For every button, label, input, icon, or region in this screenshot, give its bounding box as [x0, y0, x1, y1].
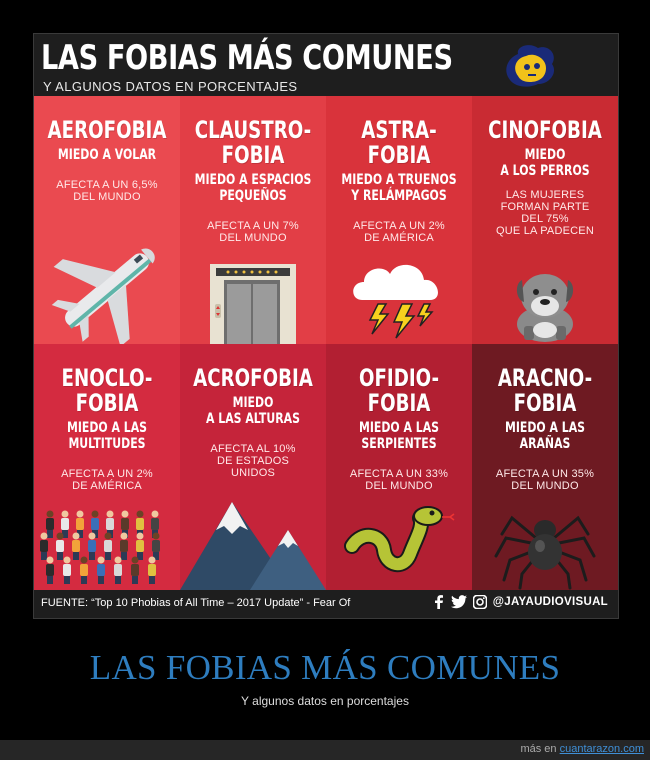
phobia-meaning: MIEDO A LAS MULTITUDES: [66, 420, 148, 452]
person-figure: [114, 557, 122, 585]
person-figure: [152, 533, 160, 561]
phobia-name: AEROFOBIA: [47, 116, 167, 144]
person-figure: [131, 557, 139, 585]
person-figure: [80, 557, 88, 585]
phobia-card-cinofobia: [472, 96, 618, 344]
elevator-icon: [180, 262, 326, 344]
phobia-stat: AFECTA A UN 2% DE AMÉRICA: [353, 220, 445, 244]
infographic-poster: [33, 33, 619, 619]
twitter-icon[interactable]: [451, 595, 467, 609]
source-credit: FUENTE: “Top 10 Phobias of All Time – 2017 Update” - Fear Of: [41, 597, 351, 609]
more-at-text: [520, 743, 644, 755]
person-figure: [104, 533, 112, 561]
person-figure: [46, 511, 54, 539]
person-figure: [40, 533, 48, 561]
person-figure: [120, 533, 128, 561]
phobia-card-enoclofobia: [34, 344, 180, 590]
phobia-card-astrafobia: [326, 96, 472, 344]
poster-title: LAS FOBIAS MÁS COMUNES: [41, 38, 453, 78]
phobia-stat: AFECTA A UN 2% DE AMÉRICA: [61, 468, 153, 492]
social-links: [432, 595, 608, 609]
phobia-meaning: MIEDO A LAS ALTURAS: [206, 395, 300, 427]
person-figure: [46, 557, 54, 585]
poster-footer: [34, 590, 618, 618]
dog-icon: [472, 262, 618, 344]
instagram-icon[interactable]: [473, 595, 487, 609]
phobia-meaning: MIEDO A TRUENOS Y RELÁMPAGOS: [341, 172, 457, 204]
phobia-stat: AFECTA A UN 33% DEL MUNDO: [349, 468, 449, 492]
snake-icon: [326, 500, 472, 590]
phobia-name: OFIDIO- FOBIA: [358, 364, 440, 417]
phobia-meaning: MIEDO A LOS PERROS: [500, 147, 590, 179]
phobia-card-aracnofobia: [472, 344, 618, 590]
phobia-name: ACROFOBIA: [193, 364, 313, 392]
phobia-meaning: MIEDO A LAS SERPIENTES: [358, 420, 440, 452]
phobia-stat: AFECTA AL 10% DE ESTADOS UNIDOS: [210, 443, 296, 479]
person-figure: [88, 533, 96, 561]
phobia-card-ofidiofobia: [326, 344, 472, 590]
phobia-stat: AFECTA A UN 7% DEL MUNDO: [207, 220, 299, 244]
poster-subtitle: Y ALGUNOS DATOS EN PORCENTAJES: [43, 79, 298, 94]
caption-title: LAS FOBIAS MÁS COMUNES: [89, 648, 561, 687]
more-at-prefix: más en: [520, 743, 557, 755]
phobia-meaning: MIEDO A LAS ARAÑAS: [504, 420, 586, 452]
phobia-name: ENOCLO- FOBIA: [61, 364, 153, 417]
phobia-stat: LAS MUJERES FORMAN PARTE DEL 75% QUE LA PADECEN: [496, 189, 594, 237]
storm-cloud-icon: [326, 248, 472, 344]
phobia-card-claustrofobia: [180, 96, 326, 344]
person-figure: [148, 557, 156, 585]
flaming-skull-logo-icon: [500, 40, 560, 90]
crowd-icon: [34, 502, 180, 590]
airplane-icon: [34, 232, 180, 344]
phobia-name: ASTRA- FOBIA: [361, 116, 437, 169]
phobia-stat: AFECTA A UN 35% DEL MUNDO: [495, 468, 595, 492]
phobia-name: CLAUSTRO- FOBIA: [194, 116, 312, 169]
mountains-icon: [180, 480, 326, 590]
person-figure: [97, 557, 105, 585]
social-handle[interactable]: @JAYAUDIOVISUAL: [492, 596, 608, 608]
facebook-icon[interactable]: [432, 595, 445, 609]
person-figure: [72, 533, 80, 561]
phobia-meaning: MIEDO A VOLAR: [57, 147, 157, 163]
spider-icon: [472, 498, 618, 590]
phobia-name: ARACNO- FOBIA: [497, 364, 593, 417]
person-figure: [56, 533, 64, 561]
phobia-card-acrofobia: [180, 344, 326, 590]
site-link[interactable]: cuantarazon.com: [559, 743, 644, 755]
phobia-card-aerofobia: [34, 96, 180, 344]
person-figure: [63, 557, 71, 585]
person-figure: [136, 533, 144, 561]
bottom-bar: [0, 740, 650, 760]
poster-header: [34, 34, 618, 96]
phobia-grid: [34, 96, 618, 590]
phobia-name: CINOFOBIA: [488, 116, 602, 144]
phobia-meaning: MIEDO A ESPACIOS PEQUEÑOS: [194, 172, 312, 204]
caption-subtitle: Y algunos datos en porcentajes: [241, 694, 409, 708]
phobia-stat: AFECTA A UN 6,5% DEL MUNDO: [56, 179, 158, 203]
